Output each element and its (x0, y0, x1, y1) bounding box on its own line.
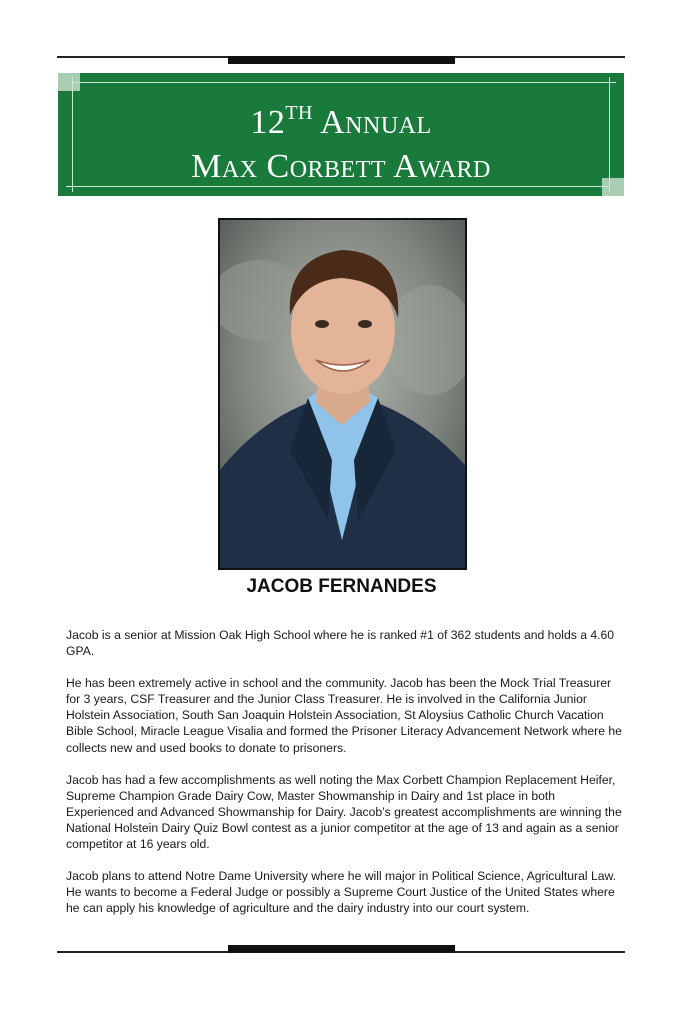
award-banner (58, 73, 624, 196)
banner-title-line1 (58, 91, 624, 145)
bio-paragraph: He has been extremely active in school and the community. Jacob has been the Mock Trial Treasurer for 3 years, CSF Treasurer and the Junior Class Treasurer. He is involved in the California Junior Holstein Association, South San Joaquin Holstein Association, St Aloysius Catholic Church Vacation Bible School, Miracle League Visalia and formed the Prisoner Literacy Advancement Network where he collects new and used books to donate to prisoners. (66, 676, 622, 755)
banner-ordinal-suffix: TH (285, 102, 313, 124)
bio-paragraph: Jacob has had a few accomplishments as well noting the Max Corbett Champion Replacement Heifer, Supreme Champion Grade Dairy Cow, Master Showmanship in Dairy and 1st place in both Experienced and Advanced Showmanship for Dairy. Jacob’s greatest accomplishments are winning the National Holstein Dairy Quiz Bowl contest as a junior competitor at the age of 13 and again as a senior competitor at 16 years old. (66, 772, 622, 852)
portrait-photo-icon (220, 220, 465, 568)
banner-frame-line-top (72, 82, 616, 83)
honoree-photo (218, 218, 467, 570)
banner-title (58, 91, 624, 189)
banner-annual-word: Annual (320, 104, 432, 141)
biography (66, 627, 626, 932)
banner-ordinal-number: 12 (250, 104, 286, 141)
banner-title-line2: Max Corbett Award (191, 148, 491, 185)
top-rule-bar (228, 56, 455, 64)
bio-paragraph: Jacob is a senior at Mission Oak High School where he is ranked #1 of 362 students and holds a 4.60 GPA. (66, 628, 615, 659)
honoree-name: JACOB FERNANDES (246, 576, 437, 597)
bottom-rule-bar (228, 945, 455, 953)
bio-paragraph: Jacob plans to attend Notre Dame University where he will major in Political Science, Agricultural Law. He wants to become a Federal Judge or possibly a Supreme Court Justice of the United States where he can apply his knowledge of agriculture and the dairy industry into our court system. (66, 869, 617, 916)
